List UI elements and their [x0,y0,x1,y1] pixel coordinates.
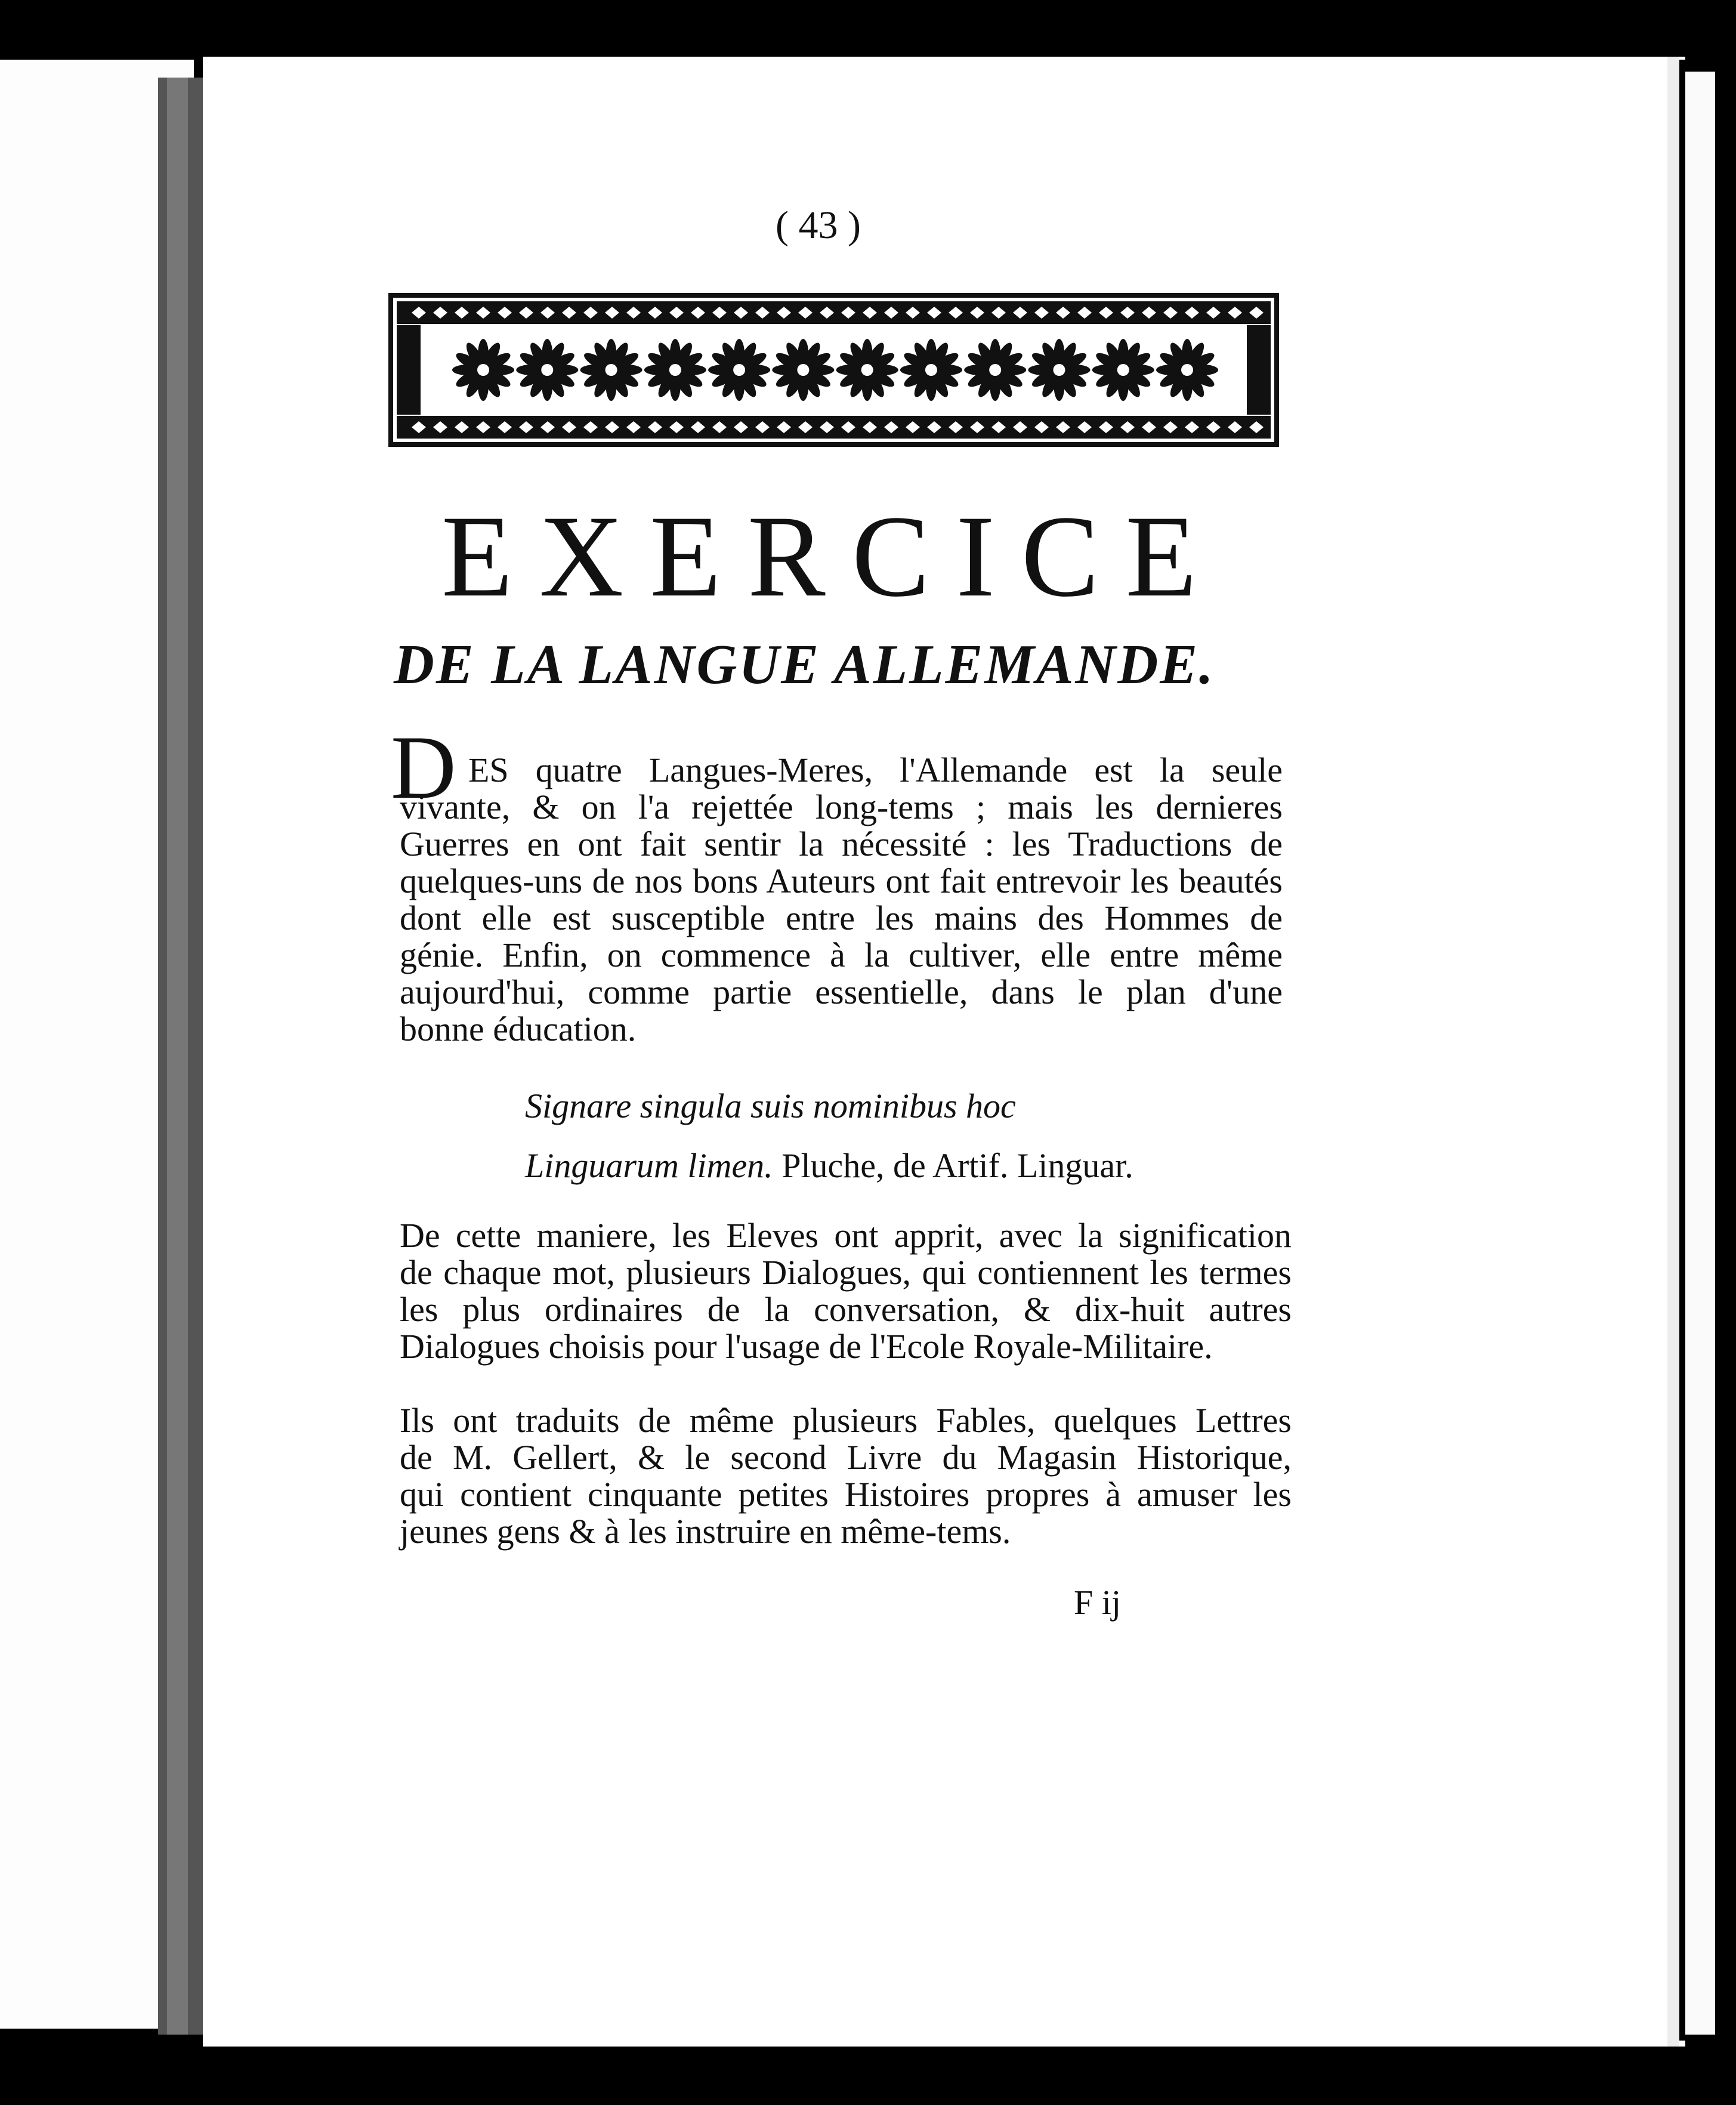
paragraph-line: les plus ordinaires de la conversation, & dix-huit autres [400,1290,1292,1329]
paragraph-line: De cette maniere, les Eleves ont apprit, avec la signification [400,1216,1292,1255]
intro-line: dont elle est susceptible entre les mains des Hommes de [400,899,1283,937]
paragraph-line: qui contient cinquante petites Histoires propres à amuser les [400,1475,1292,1514]
intro-line: quelques-uns de nos bons Auteurs ont fait entrevoir les beautés [400,862,1283,900]
page-title: EXERCICE [441,492,1224,621]
latin-quote-line-2 [525,1146,1133,1186]
drop-cap: D [391,717,456,817]
intro-line: Guerres en ont fait sentir la nécessité : les Traductions de [400,825,1283,863]
intro-line: vivante, & on l'a rejettée long-tems ; mais les dernieres [400,788,1283,826]
intro-line: aujourd'hui, comme partie essentielle, dans le plan d'une [400,973,1283,1011]
paragraph-line: Ils ont traduits de même plusieurs Fables, quelques Lettres [400,1401,1292,1440]
intro-line: génie. Enfin, on commence à la cultiver, elle entre même [400,936,1283,974]
paragraph-line: Dialogues choisis pour l'usage de l'Ecole Royale-Militaire. [400,1327,1213,1366]
paragraph-dialogues [400,1217,1292,1365]
signature-mark: F ij [1074,1583,1121,1622]
page-subtitle: DE LA LANGUE ALLEMANDE. [394,634,1215,696]
ornament-headpiece [391,295,1277,445]
paragraph-fables [400,1402,1292,1550]
intro-line: bonne éducation. [400,1010,637,1048]
paragraph-line: de M. Gellert, & le second Livre du Magasin Historique, [400,1438,1292,1477]
quote-italic: Linguarum limen. [525,1146,773,1185]
intro-first-line [468,752,1283,789]
quote-italic: Signare singula suis nominibus hoc [525,1087,1016,1125]
paragraph-line: de chaque mot, plusieurs Dialogues, qui contiennent les termes [400,1253,1292,1292]
paragraph-line: jeunes gens & à les instruire en même-tems. [400,1512,1011,1551]
intro-line: ES quatre Langues-Meres, l'Allemande est la seule [468,751,1283,789]
latin-quote-line-1 [525,1086,1016,1126]
intro-paragraph [400,789,1283,1048]
page-number: ( 43 ) [776,203,861,247]
quote-attribution: Pluche, de Artif. Linguar. [781,1146,1133,1185]
